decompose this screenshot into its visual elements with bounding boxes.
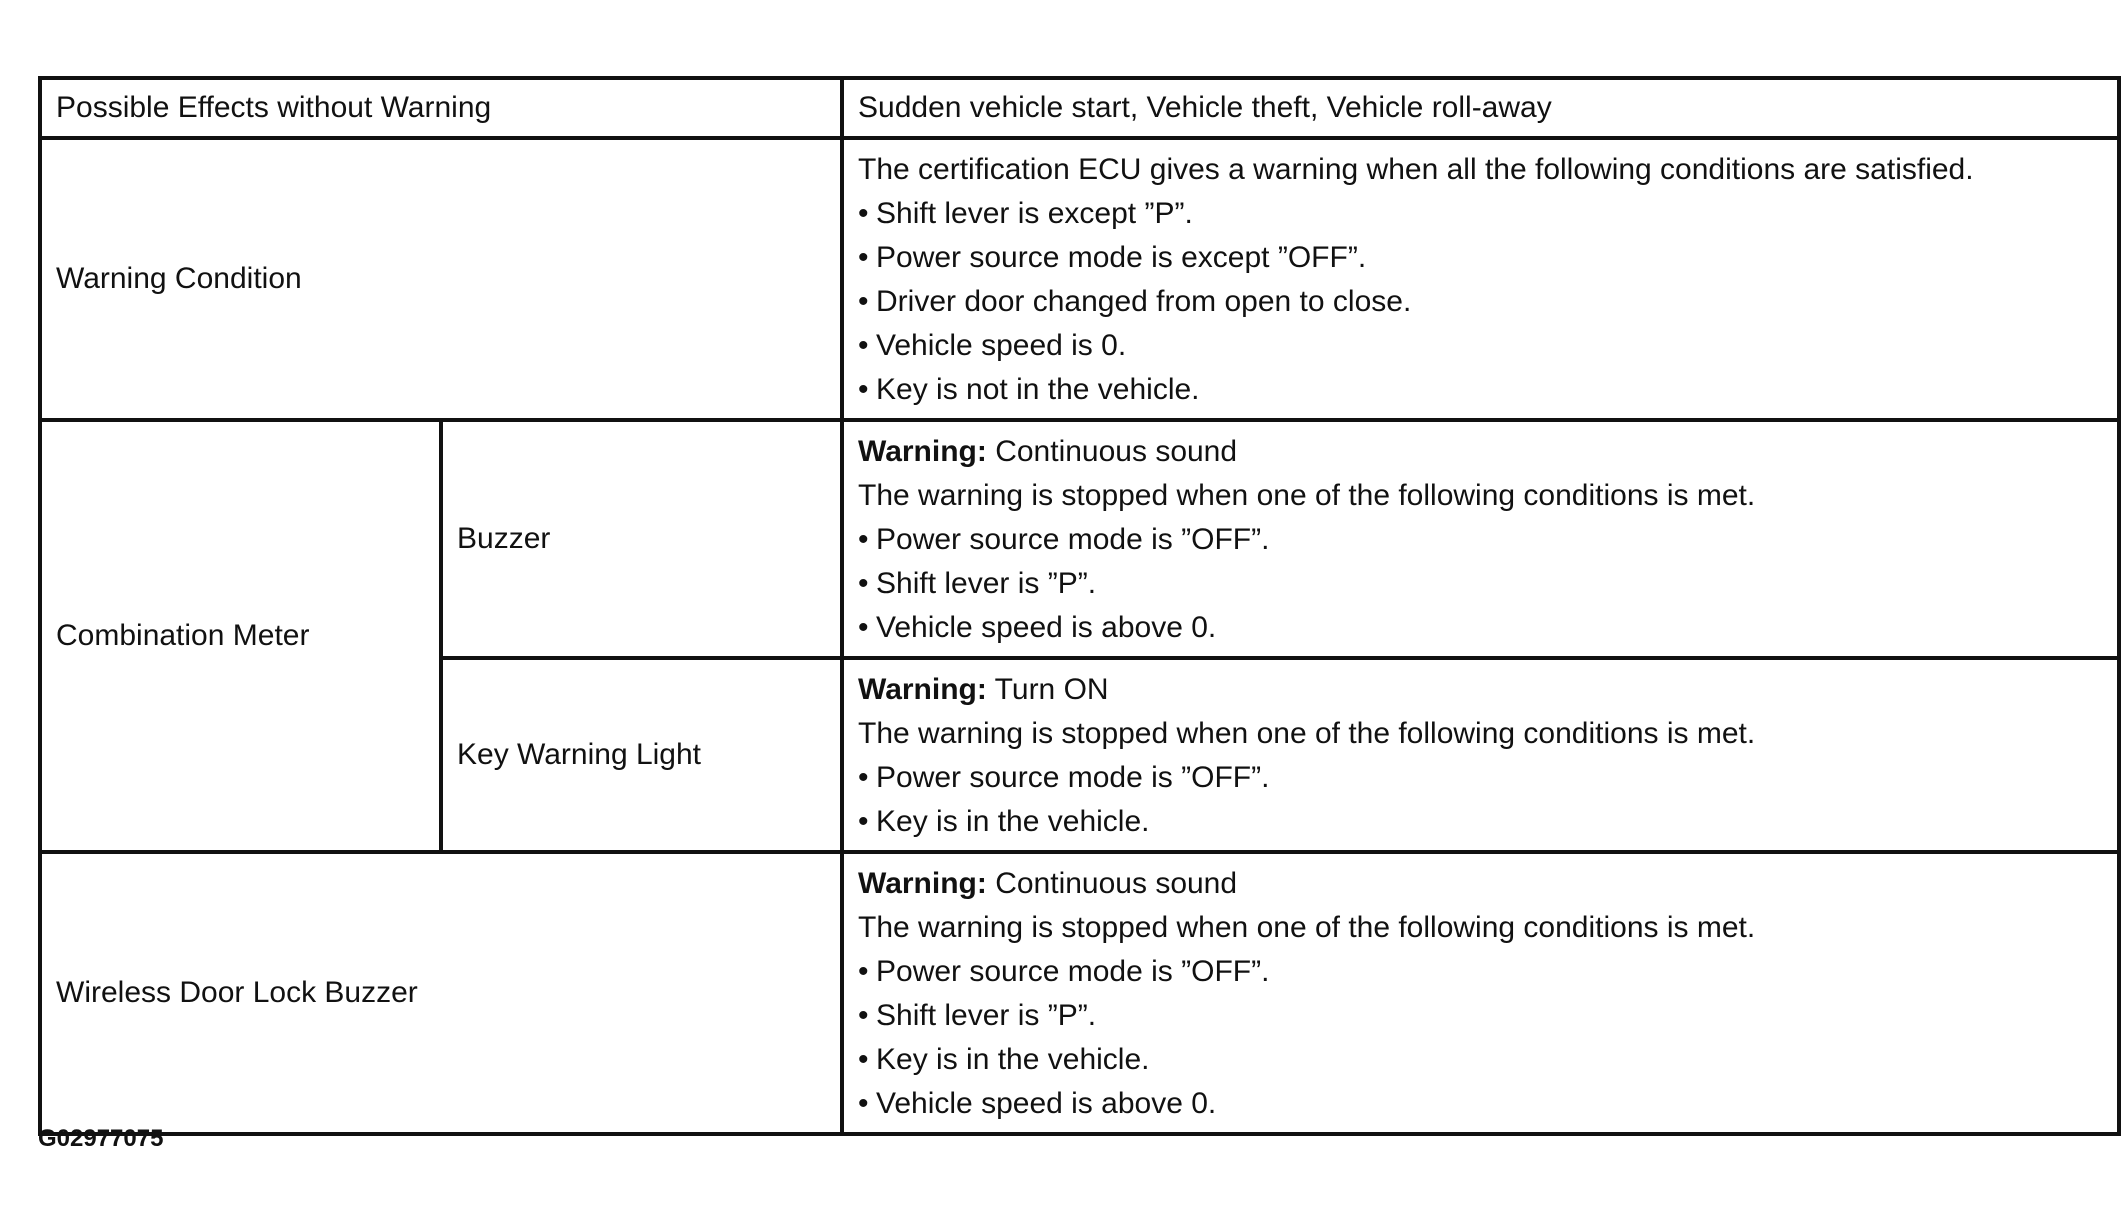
list-item: • Shift lever is ”P”.: [858, 994, 2103, 1038]
combination-meter-label: Combination Meter: [40, 420, 441, 852]
key-warning-light-detail: [842, 658, 2119, 852]
buzzer-label: Buzzer: [441, 420, 842, 658]
wireless-warning-line: [858, 862, 2103, 906]
warning-spec-table: [38, 76, 2121, 1136]
buzzer-warning-line: [858, 430, 2103, 474]
possible-effects-value: Sudden vehicle start, Vehicle theft, Vehicle roll-away: [842, 78, 2119, 138]
key-warning-light-label: Key Warning Light: [441, 658, 842, 852]
table-row-combination-meter-buzzer: [40, 420, 2119, 658]
list-item: • Vehicle speed is above 0.: [858, 606, 2103, 650]
list-item: • Key is not in the vehicle.: [858, 368, 2103, 412]
warning-condition-label: Warning Condition: [40, 138, 842, 420]
warning-value: Turn ON: [986, 673, 1109, 706]
bullet-icon: •: [858, 999, 869, 1032]
list-item: • Vehicle speed is 0.: [858, 324, 2103, 368]
bullet-icon: •: [858, 1043, 869, 1076]
warning-value: Continuous sound: [986, 435, 1238, 468]
bullet-icon: •: [858, 805, 869, 838]
bullet-icon: •: [858, 373, 869, 406]
warning-value: Continuous sound: [986, 867, 1238, 900]
key-warning-line: [858, 668, 2103, 712]
table-row-warning-condition: [40, 138, 2119, 420]
list-item: • Key is in the vehicle.: [858, 800, 2103, 844]
bullet-icon: •: [858, 197, 869, 230]
list-item: • Vehicle speed is above 0.: [858, 1082, 2103, 1126]
wireless-door-lock-buzzer-label: Wireless Door Lock Buzzer: [40, 852, 842, 1134]
warning-label: Warning:: [858, 673, 987, 706]
bullet-icon: •: [858, 523, 869, 556]
bullet-icon: •: [858, 611, 869, 644]
bullet-icon: •: [858, 285, 869, 318]
warning-condition-detail: [842, 138, 2119, 420]
possible-effects-label: Possible Effects without Warning: [40, 78, 842, 138]
list-item: • Power source mode is ”OFF”.: [858, 756, 2103, 800]
table-row-possible-effects: [40, 78, 2119, 138]
key-warning-stop-text: The warning is stopped when one of the following conditions is met.: [858, 717, 1756, 750]
list-item: • Shift lever is except ”P”.: [858, 192, 2103, 236]
figure-id: G02977075: [38, 1125, 164, 1152]
list-item: • Power source mode is ”OFF”.: [858, 950, 2103, 994]
bullet-icon: •: [858, 329, 869, 362]
list-item: • Key is in the vehicle.: [858, 1038, 2103, 1082]
bullet-icon: •: [858, 567, 869, 600]
warning-label: Warning:: [858, 867, 987, 900]
bullet-icon: •: [858, 955, 869, 988]
list-item: • Power source mode is except ”OFF”.: [858, 236, 2103, 280]
wireless-door-lock-buzzer-detail: [842, 852, 2119, 1134]
list-item: • Power source mode is ”OFF”.: [858, 518, 2103, 562]
buzzer-detail: [842, 420, 2119, 658]
warning-label: Warning:: [858, 435, 987, 468]
list-item: • Shift lever is ”P”.: [858, 562, 2103, 606]
list-item: • Driver door changed from open to close.: [858, 280, 2103, 324]
warning-condition-intro: The certification ECU gives a warning when all the following conditions are satisfied.: [858, 153, 1974, 186]
wireless-stop-text: The warning is stopped when one of the following conditions is met.: [858, 911, 1756, 944]
bullet-icon: •: [858, 761, 869, 794]
table-row-wireless-door-lock-buzzer: [40, 852, 2119, 1134]
bullet-icon: •: [858, 241, 869, 274]
bullet-icon: •: [858, 1087, 869, 1120]
buzzer-stop-text: The warning is stopped when one of the following conditions is met.: [858, 479, 1756, 512]
